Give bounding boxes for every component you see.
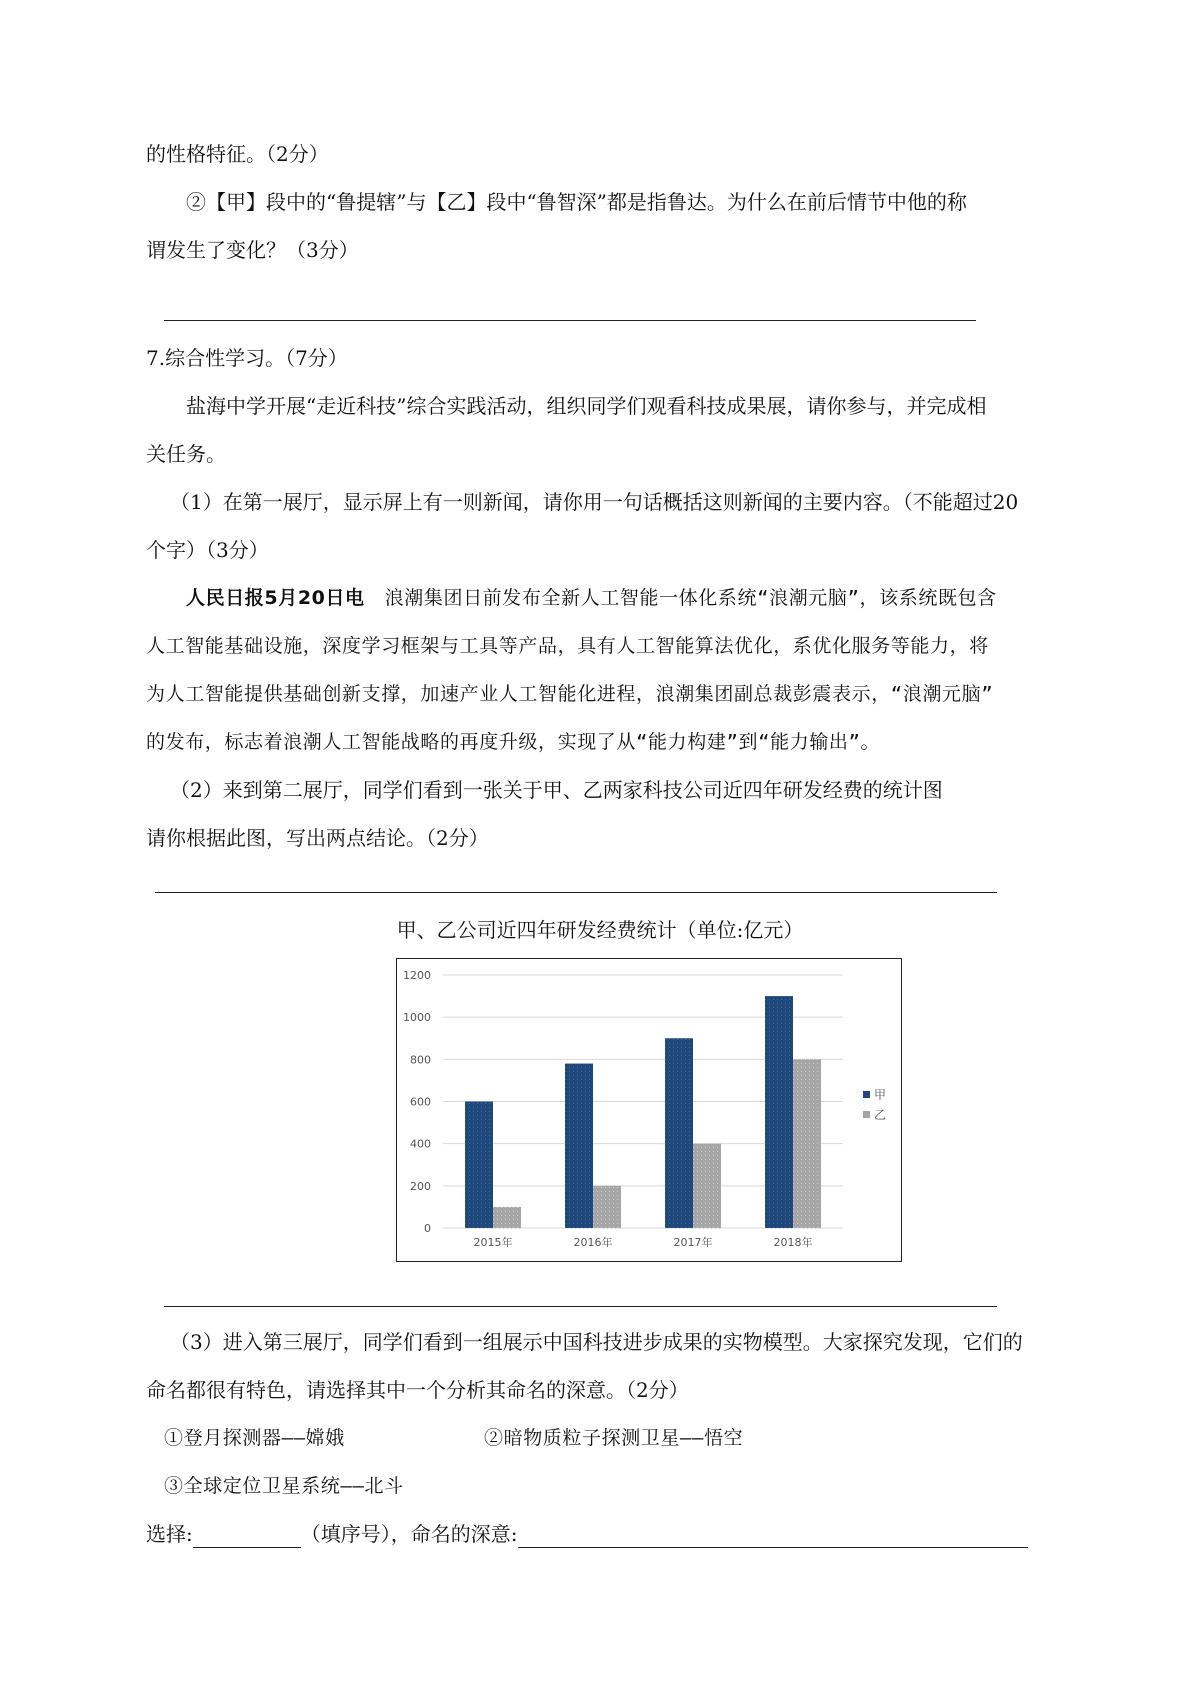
question-7-title: 7.综合性学习。（7分） — [146, 346, 348, 370]
question-7-2: （2）来到第二展厅，同学们看到一张关于甲、乙两家科技公司近四年研发经费的统计图 — [170, 778, 943, 802]
answer-line[interactable] — [164, 1306, 997, 1307]
option-2: ②暗物质粒子探测卫星——悟空 — [484, 1427, 744, 1449]
x-tick-label: 2015年 — [473, 1236, 513, 1249]
chart-title: 甲、乙公司近四年研发经费统计（单位:亿元） — [396, 918, 804, 942]
y-tick-label: 0 — [424, 1222, 431, 1235]
bar-甲 — [565, 1064, 593, 1228]
y-tick-label: 800 — [410, 1053, 431, 1067]
news-lead: 人民日报5月20日电 — [186, 587, 365, 609]
bar-甲 — [665, 1038, 693, 1228]
news-line: 的发布，标志着浪潮人工智能战略的再度升级，实现了从“能力构建”到“能力输出”。 — [146, 731, 881, 753]
text-line: 谓发生了变化？（3分） — [146, 238, 359, 262]
bar-甲 — [765, 996, 793, 1228]
y-tick-label: 400 — [410, 1137, 431, 1151]
text-line: 个字）（3分） — [146, 538, 269, 562]
question-7-3: （3）进入第三展厅，同学们看到一组展示中国科技进步成果的实物模型。大家探究发现，它们的 — [170, 1330, 1023, 1354]
fill-hint: （填序号），命名的深意: — [300, 1522, 518, 1546]
bar-乙 — [793, 1059, 821, 1228]
y-tick-label: 1200 — [403, 969, 431, 982]
question-sub-2: ②【甲】段中的“鲁提辖”与【乙】段中“鲁智深”都是指鲁达。为什么在前后情节中他的称 — [186, 190, 967, 214]
legend-label: 甲 — [874, 1088, 887, 1102]
y-tick-label: 200 — [410, 1179, 431, 1193]
question-7-intro: 盐海中学开展“走近科技”综合实践活动，组织同学们观看科技成果展，请你参与，并完成相 — [186, 394, 987, 418]
select-blank[interactable] — [193, 1525, 301, 1548]
bar-乙 — [593, 1186, 621, 1228]
answer-line[interactable] — [164, 320, 976, 321]
x-tick-label: 2018年 — [773, 1236, 813, 1249]
text-line: 的性格特征。（2分） — [146, 142, 329, 166]
answer-line[interactable] — [155, 892, 997, 893]
y-tick-label: 1000 — [403, 1011, 431, 1025]
text-line: 请你根据此图，写出两点结论。（2分） — [146, 826, 489, 850]
x-tick-label: 2017年 — [673, 1236, 713, 1249]
news-text: 浪潮集团日前发布全新人工智能一体化系统“浪潮元脑”，该系统既包含 — [384, 587, 997, 609]
option-1: ①登月探测器——嫦娥 — [164, 1427, 345, 1449]
bar-乙 — [493, 1207, 521, 1228]
bar-chart — [396, 958, 902, 1262]
answer-row — [146, 1520, 1028, 1548]
text-line: 命名都很有特色，请选择其中一个分析其命名的深意。（2分） — [146, 1378, 689, 1402]
legend-label: 乙 — [874, 1108, 887, 1122]
text-line: 关任务。 — [146, 442, 226, 466]
option-3: ③全球定位卫星系统——北斗 — [164, 1475, 404, 1497]
select-label: 选择: — [146, 1522, 193, 1546]
news-line — [186, 584, 997, 612]
bar-乙 — [693, 1144, 721, 1228]
legend-swatch — [863, 1111, 870, 1118]
chart-svg — [397, 959, 901, 1261]
legend-swatch — [863, 1091, 870, 1098]
meaning-blank[interactable] — [518, 1525, 1028, 1548]
bar-甲 — [465, 1102, 493, 1229]
question-7-1: （1）在第一展厅，显示屏上有一则新闻，请你用一句话概括这则新闻的主要内容。（不能超过20 — [170, 490, 1019, 514]
x-tick-label: 2016年 — [573, 1236, 613, 1249]
y-tick-label: 600 — [410, 1095, 431, 1109]
news-line: 人工智能基础设施，深度学习框架与工具等产品，具有人工智能算法优化，系优化服务等能力，将 — [146, 635, 989, 657]
news-line: 为人工智能提供基础创新支撑，加速产业人工智能化进程，浪潮集团副总裁彭震表示，“浪潮元脑” — [146, 683, 994, 705]
